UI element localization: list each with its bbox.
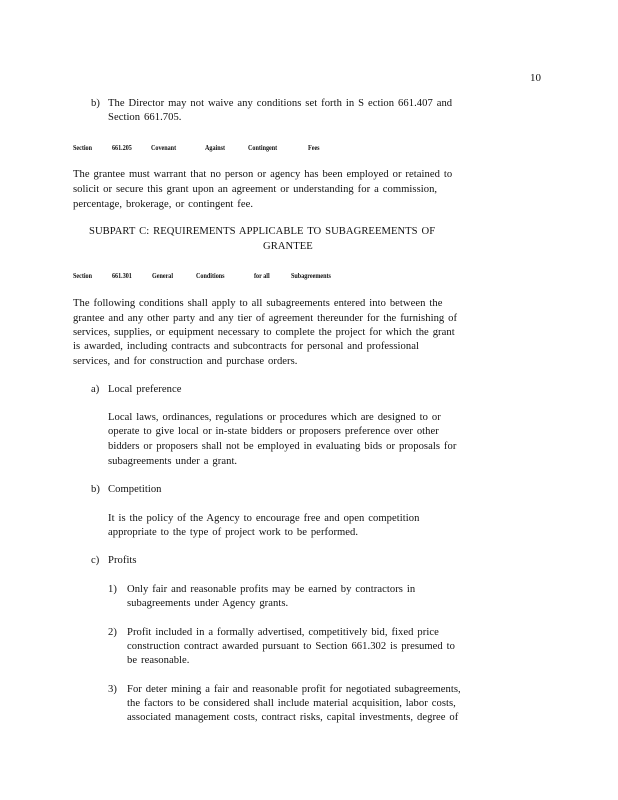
subitem-3-line: the factors to be considered shall include material acquisition, labor costs, <box>127 698 456 709</box>
item-a-line: subagreements under a grant. <box>108 456 238 467</box>
item-a-label: a) <box>91 384 100 395</box>
item-a-line: bidders or proposers shall not be employed in evaluating bids or proposals for <box>108 441 457 452</box>
paragraph-205-line: The grantee must warrant that no person or agency has been employed or retained to <box>73 169 453 180</box>
item-b-top-label: b) <box>91 98 100 109</box>
subitem-3-label: 3) <box>108 684 117 695</box>
section-id: 661.205 <box>112 144 132 152</box>
paragraph-301-line: The following conditions shall apply to all subagreements entered into between the <box>73 298 443 309</box>
paragraph-301-line: grantee and any other party and any tier of agreement thereunder for the furnishing of <box>73 313 458 324</box>
section-title-word: Covenant <box>151 144 177 152</box>
subitem-1-line: Only fair and reasonable profits may be earned by contractors in <box>127 584 416 595</box>
section-label: Section <box>73 144 93 152</box>
subitem-2-line: Profit included in a formally advertised, competitively bid, fixed price <box>127 627 439 638</box>
item-c-label: c) <box>91 555 100 566</box>
item-b-top-line: The Director may not waive any conditions set forth in S ection 661.407 and <box>108 98 453 109</box>
item-b-line: appropriate to the type of project work to be performed. <box>108 527 359 538</box>
item-a-line: Local laws, ordinances, regulations or procedures which are designed to or <box>108 412 441 423</box>
section-title-word: for all <box>254 272 270 280</box>
paragraph-301-line: services, and for construction and purchase orders. <box>73 356 298 367</box>
subitem-1-label: 1) <box>108 584 117 595</box>
section-title-word: Against <box>205 144 226 152</box>
section-title-word: Fees <box>308 144 320 152</box>
section-title-word: Subagreements <box>291 272 331 280</box>
subpart-heading-line2: GRANTEE <box>263 241 313 252</box>
item-b-top-line: Section 661.705. <box>108 112 182 123</box>
paragraph-301-line: is awarded, including contracts and subcontracts for personal and professional <box>73 341 419 352</box>
subitem-2-line: construction contract awarded pursuant to Section 661.302 is presumed to <box>127 641 456 652</box>
subpart-heading-line1: SUBPART C: REQUIREMENTS APPLICABLE TO SUBAGREEMENTS OF <box>89 226 436 237</box>
item-c-title: Profits <box>108 555 137 566</box>
item-a-title: Local preference <box>108 384 182 395</box>
item-b-title: Competition <box>108 484 162 495</box>
subitem-1-line: subagreements under Agency grants. <box>127 598 289 609</box>
paragraph-205-line: solicit or secure this grant upon an agreement or understanding for a commission, <box>73 184 438 195</box>
paragraph-301-line: services, supplies, or equipment necessary to complete the project for which the grant <box>73 327 455 338</box>
section-title-word: Conditions <box>196 272 225 280</box>
subitem-3-line: For deter mining a fair and reasonable profit for negotiated subagreements, <box>127 684 461 695</box>
item-a-line: operate to give local or in-state bidders or proposers preference over other <box>108 426 439 437</box>
item-b-label: b) <box>91 484 100 495</box>
section-title-word: General <box>152 272 174 280</box>
subitem-2-line: be reasonable. <box>127 655 190 666</box>
subitem-3-line: associated management costs, contract risks, capital investments, degree of <box>127 712 459 723</box>
section-label: Section <box>73 272 93 280</box>
item-b-line: It is the policy of the Agency to encourage free and open competition <box>108 513 420 524</box>
subitem-2-label: 2) <box>108 627 117 638</box>
section-title-word: Contingent <box>248 144 278 152</box>
section-id: 661.301 <box>112 272 132 280</box>
paragraph-205-line: percentage, brokerage, or contingent fee. <box>73 199 254 210</box>
page-number: 10 <box>530 72 541 84</box>
